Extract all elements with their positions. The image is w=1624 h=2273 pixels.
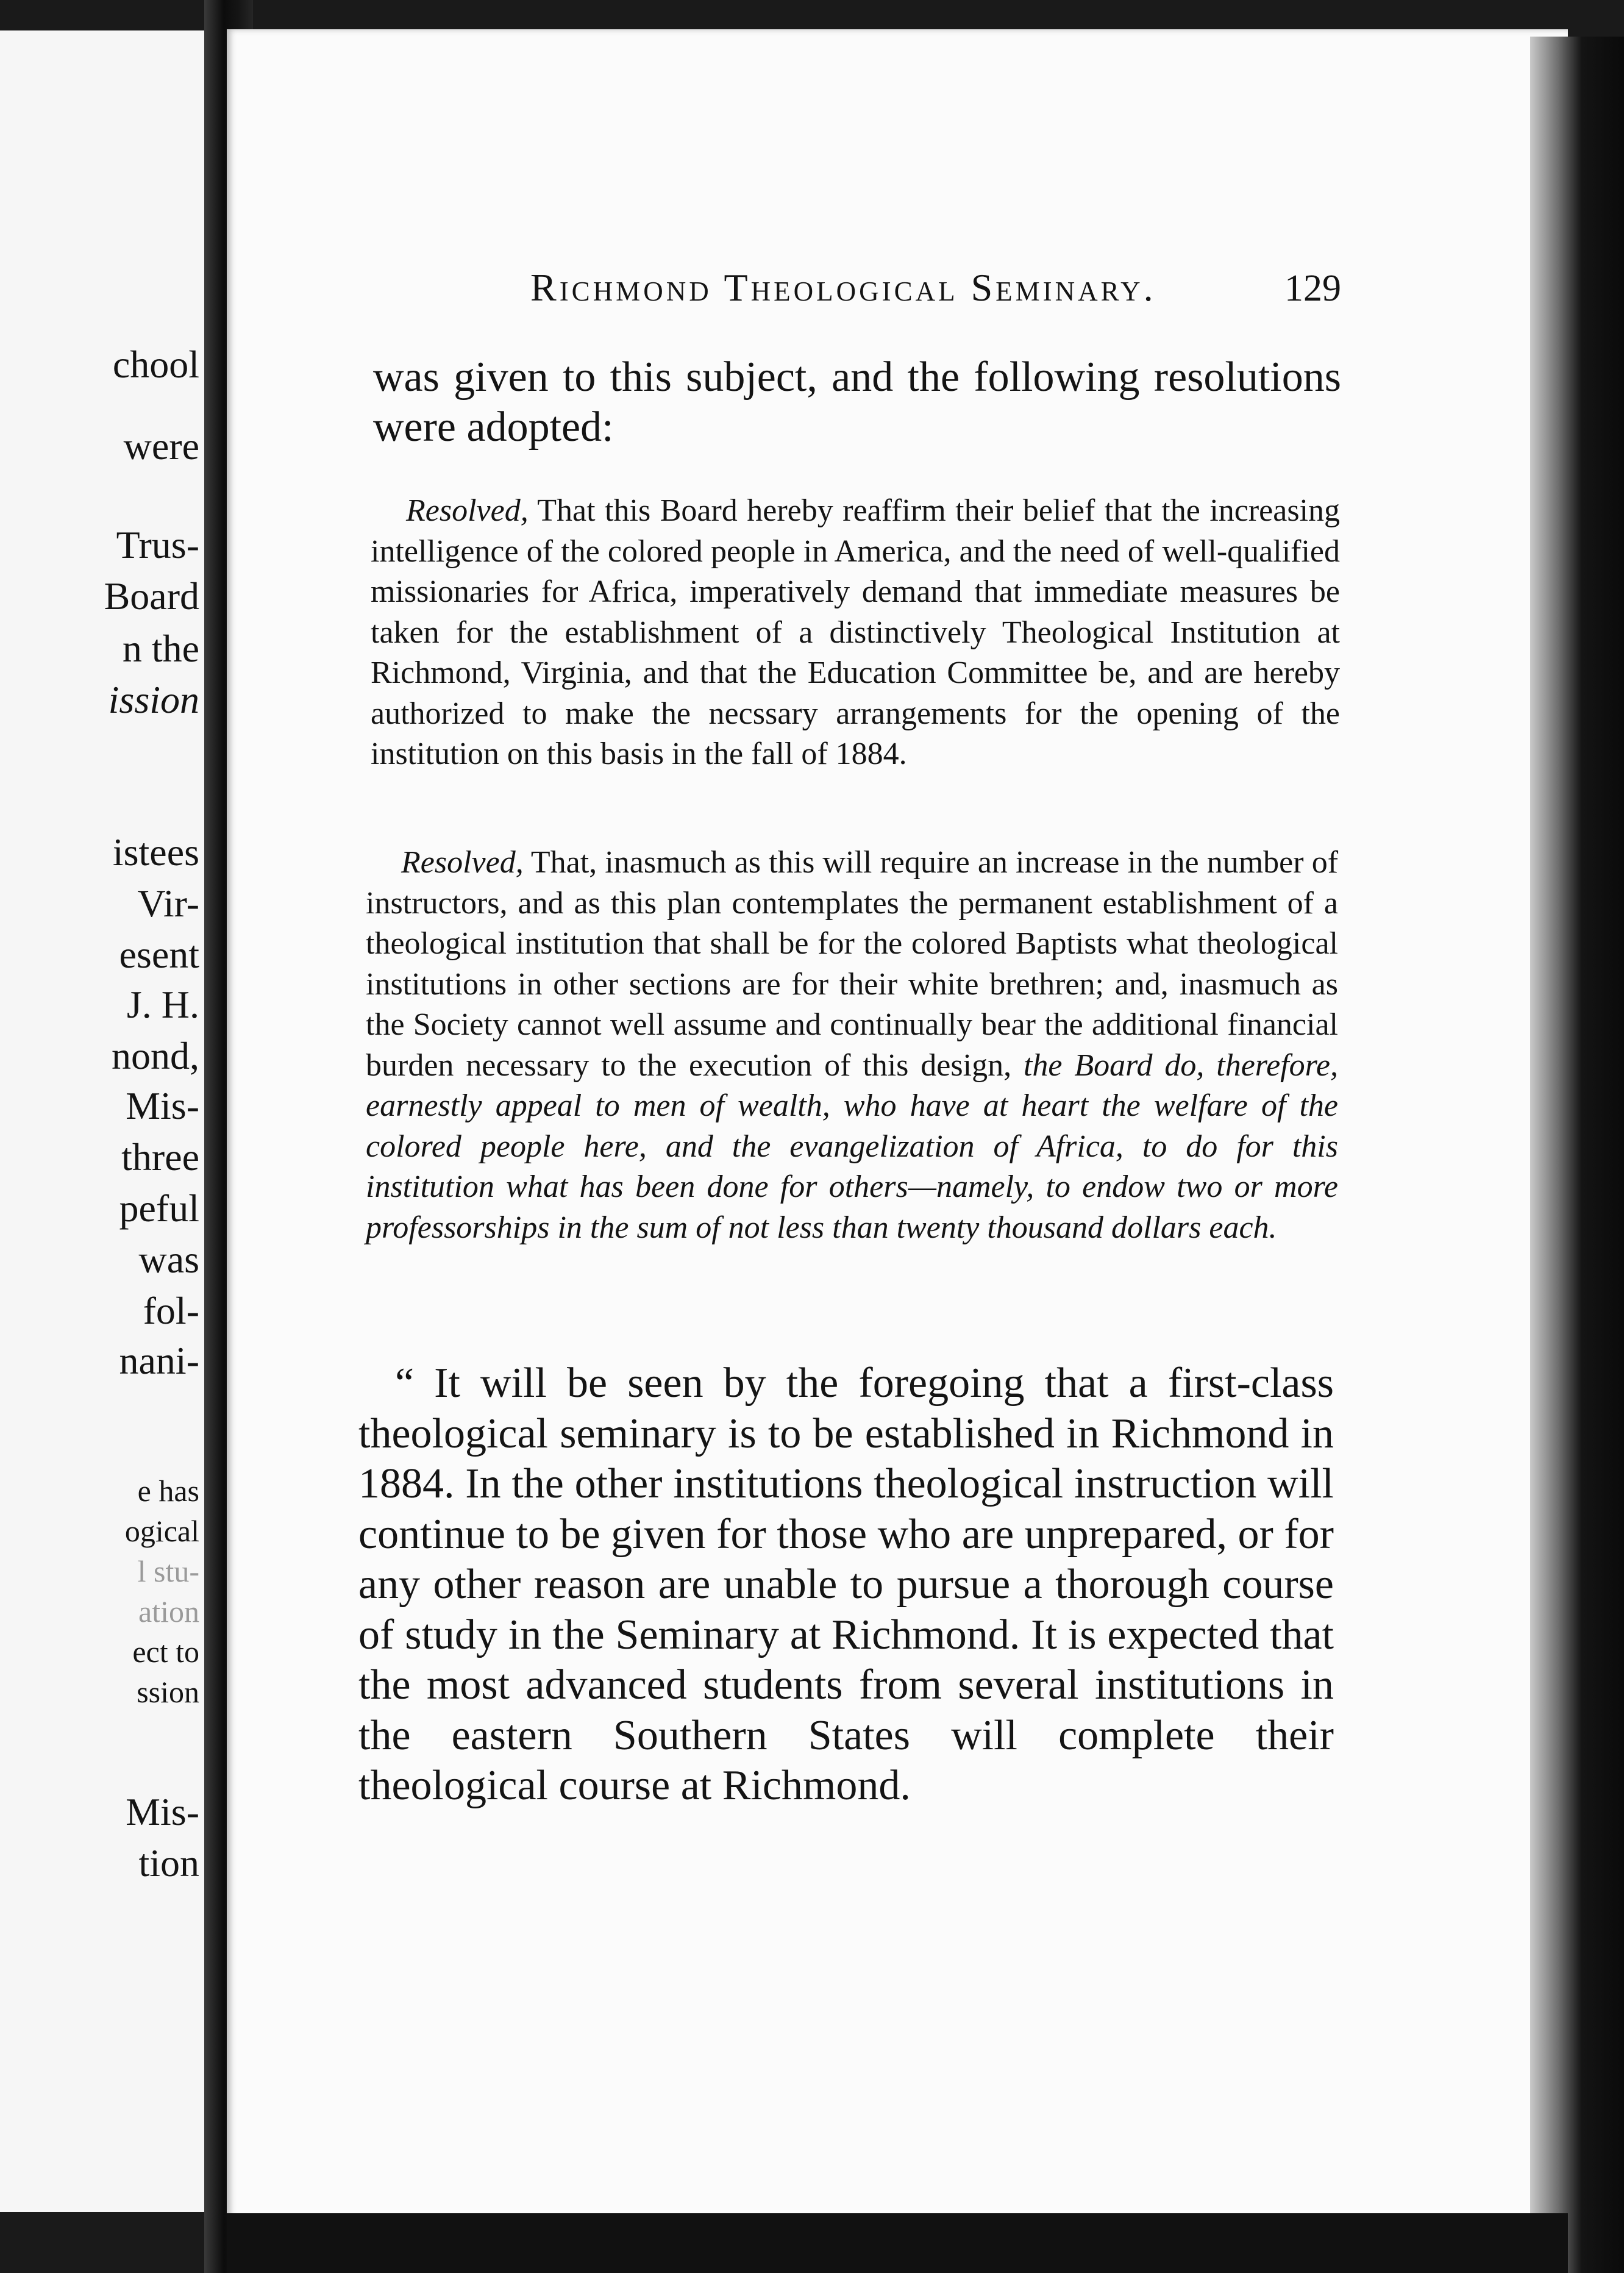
left-page-fragment: tion [138, 1841, 199, 1885]
left-page-fragment: e has [137, 1474, 199, 1508]
left-page-fragment: ect to [132, 1635, 199, 1669]
left-page-fragment: istees [112, 830, 199, 874]
left-page-fragment: Mis- [126, 1790, 199, 1833]
left-facing-page [0, 30, 204, 2212]
left-page-fragment: were [123, 424, 199, 468]
left-page-fragment: ation [138, 1594, 199, 1629]
bottom-shadow [227, 2213, 1568, 2273]
quote-paragraph: “ It will be seen by the foregoing that a first-class theological seminary is to be established in Richmond in 1884. In the other institutions theological instruction will continue to be given for those who are unprepared, or for any other reason are unable to pursue a thorough course of study in the Seminary at Richmond. It is expected that the most advanced students from several institutions in the eastern Southern States will complete their theological course at Richmond. [358, 1360, 1334, 1809]
left-page-fragment: ogical [124, 1514, 199, 1548]
left-page-fragment: Board [104, 574, 199, 618]
left-page-fragment: nani- [119, 1339, 199, 1382]
left-page-fragment: fol- [143, 1289, 199, 1332]
resolution-1-text: That this Board hereby reaffirm their belief that the increasing intelligence of the colored people in America, and the need of well-qualified missionaries for Africa, imperatively demand that immediate measures be taken for the establishment of a distinctively Theological Institution at Richmond, Virginia, and that the Education Committee be, and are hereby authorized to make the necssary arrangements for the opening of the institution on this basis in the fall of 1884. [371, 493, 1341, 771]
left-page-fragment: peful [119, 1186, 199, 1230]
lead-paragraph: was given to this subject, and the following resolutions were adopted: [373, 354, 1341, 451]
resolution-2-appeal: the Board do, therefore, earnestly appeal to men of wealth, who have at heart the welfare of the colored people here, and the evangelization of Africa, to do for this institution what has been done for others—namely, to endow two or more professorships in the sum of not less than twenty thousand dollars each. [366, 1047, 1339, 1245]
left-page-fragment: n the [122, 627, 199, 670]
left-page-fragment: three [121, 1135, 199, 1179]
left-page-fragment: nond, [112, 1034, 199, 1077]
page-edge-shadow [1530, 37, 1624, 2273]
resolution-2-text: That, inasmuch as this will require an increase in the number of instructors, and as this plan contemplates the permanent establishment of a theological institution that shall be for the colored Baptists what theological institutions in other sections are for their white brethren; and, inasmuch as the Society cannot well assume and continually bear the additional financial burden necessary to the execution of this design, [366, 845, 1339, 1083]
left-page-fragment: esent [119, 933, 199, 976]
page-number: 129 [1284, 268, 1341, 309]
left-page-fragment: ission [108, 678, 199, 721]
left-page-fragment: J. H. [126, 983, 199, 1026]
left-page-fragment: was [138, 1238, 199, 1281]
left-page-fragment: Vir- [137, 882, 199, 925]
resolution-2-label: Resolved, [401, 845, 524, 880]
resolution-1 [371, 491, 1340, 775]
resolution-2 [366, 843, 1338, 1248]
left-page-fragment: Trus- [116, 523, 199, 566]
left-page-fragment: chool [112, 343, 199, 386]
resolution-1-label: Resolved, [406, 493, 529, 528]
running-header [530, 263, 1341, 313]
running-title: Richmond Theological Seminary. [530, 266, 1156, 309]
left-page-fragment: l stu- [137, 1554, 199, 1588]
left-page-fragment: ssion [137, 1675, 199, 1709]
left-page-fragment: Mis- [126, 1084, 199, 1127]
